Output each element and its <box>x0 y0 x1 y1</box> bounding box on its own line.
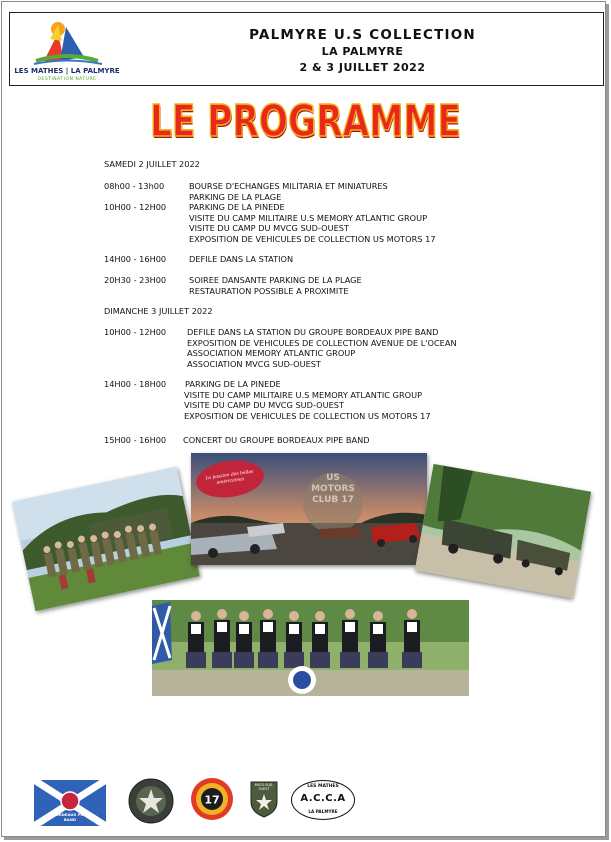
bordeaux-pipe-band-logo <box>34 780 106 826</box>
slot-line: EXPOSITION DE VEHICULES DE COLLECTION US MOTORS 17 <box>189 233 436 244</box>
photo-pipe-band <box>152 600 469 696</box>
gear-badge-icon <box>190 776 234 822</box>
slot-line: VISITE DU CAMP DU MVCG SUD-OUEST <box>189 223 349 233</box>
slot-line: ASSOCIATION MVCG SUD-OUEST <box>187 358 321 369</box>
acca-bottom-text: LA PALMYRE <box>308 809 338 814</box>
logo-tagline-text: DESTINATION NATURE <box>37 77 97 82</box>
acca-logo <box>291 780 355 820</box>
photo-badge-label: La passion des belles américaines <box>194 456 266 501</box>
mvcg-label: MVCG SUD-OUEST <box>254 783 274 791</box>
slot-line: PARKING DE LA PLAGE <box>189 191 282 202</box>
slot-line: DEFILE DANS LA STATION DU GROUPE BORDEAUX PIPE BAND <box>187 327 439 337</box>
header-box <box>9 12 604 86</box>
event-title: PALMYRE U.S COLLECTION <box>249 27 476 43</box>
slot-time: 20H30 - 23H00 <box>104 275 167 285</box>
slot-time: 08h00 - 13h00 <box>104 181 165 191</box>
day2-label: DIMANCHE 3 JUILLET 2022 <box>104 306 213 316</box>
slot-line: ASSOCIATION MEMORY ATLANTIC GROUP <box>187 348 356 358</box>
slot-line: VISITE DU CAMP MILITAIRE U.S MEMORY ATLANTIC GROUP <box>184 389 423 400</box>
pipe-band-label: BORDEAUX PIPE BAND <box>52 812 88 822</box>
programme-title: LE PROGRAMME <box>150 96 461 147</box>
slot-line: VISITE DU CAMP MILITAIRE U.S MEMORY ATLANTIC GROUP <box>189 212 428 223</box>
les-mathes-logo <box>14 17 120 83</box>
slot-time: 15H00 - 16H00 <box>104 435 167 445</box>
slot-line: EXPOSITION DE VEHICULES DE COLLECTION US MOTORS 17 <box>184 410 431 421</box>
photo-club-label: US MOTORS CLUB 17 <box>311 473 355 505</box>
acca-top-text: LES MATHES <box>307 784 339 789</box>
slot-line: VISITE DU CAMP DU MVCG SUD-OUEST <box>184 400 344 410</box>
slot-line: BOURSE D'ECHANGES MILITARIA ET MINIATURES <box>189 181 388 191</box>
us-motors-17-logo <box>190 776 234 822</box>
memory-atlantic-group-logo <box>128 778 174 824</box>
slot-time: 10H00 - 12H00 <box>104 202 167 212</box>
slot-line: PARKING DE LA PINEDE <box>189 202 285 212</box>
slot-line: DEFILE DANS LA STATION <box>189 254 294 264</box>
slot-line: PARKING DE LA PINEDE <box>185 379 281 389</box>
slot-time: 14H00 - 18H00 <box>104 379 167 389</box>
slot-line: RESTAURATION POSSIBLE A PROXIMITE <box>189 285 349 296</box>
svg-text:17: 17 <box>204 793 220 807</box>
slot-line: SOIREE DANSANTE PARKING DE LA PLAGE <box>189 275 362 285</box>
mvcg-logo <box>249 780 279 818</box>
slot-line: CONCERT DU GROUPE BORDEAUX PIPE BAND <box>183 435 370 445</box>
star-emblem-icon <box>128 778 174 824</box>
day1-label: SAMEDI 2 JUILLET 2022 <box>104 159 200 169</box>
event-date: 2 & 3 JUILLET 2022 <box>299 61 426 74</box>
photo-classic-cars <box>191 453 427 565</box>
sun-sail-logo-icon <box>14 17 120 67</box>
event-location: LA PALMYRE <box>321 45 404 58</box>
slot-line: EXPOSITION DE VEHICULES DE COLLECTION AVENUE DE L'OCEAN <box>187 337 457 348</box>
acca-main-text: A.C.C.A <box>300 793 346 804</box>
slot-time: 10H00 - 12H00 <box>104 327 167 337</box>
slot-time: 14H00 - 16H00 <box>104 254 167 264</box>
logo-brand-text: LES MATHES | LA PALMYRE <box>14 67 120 75</box>
